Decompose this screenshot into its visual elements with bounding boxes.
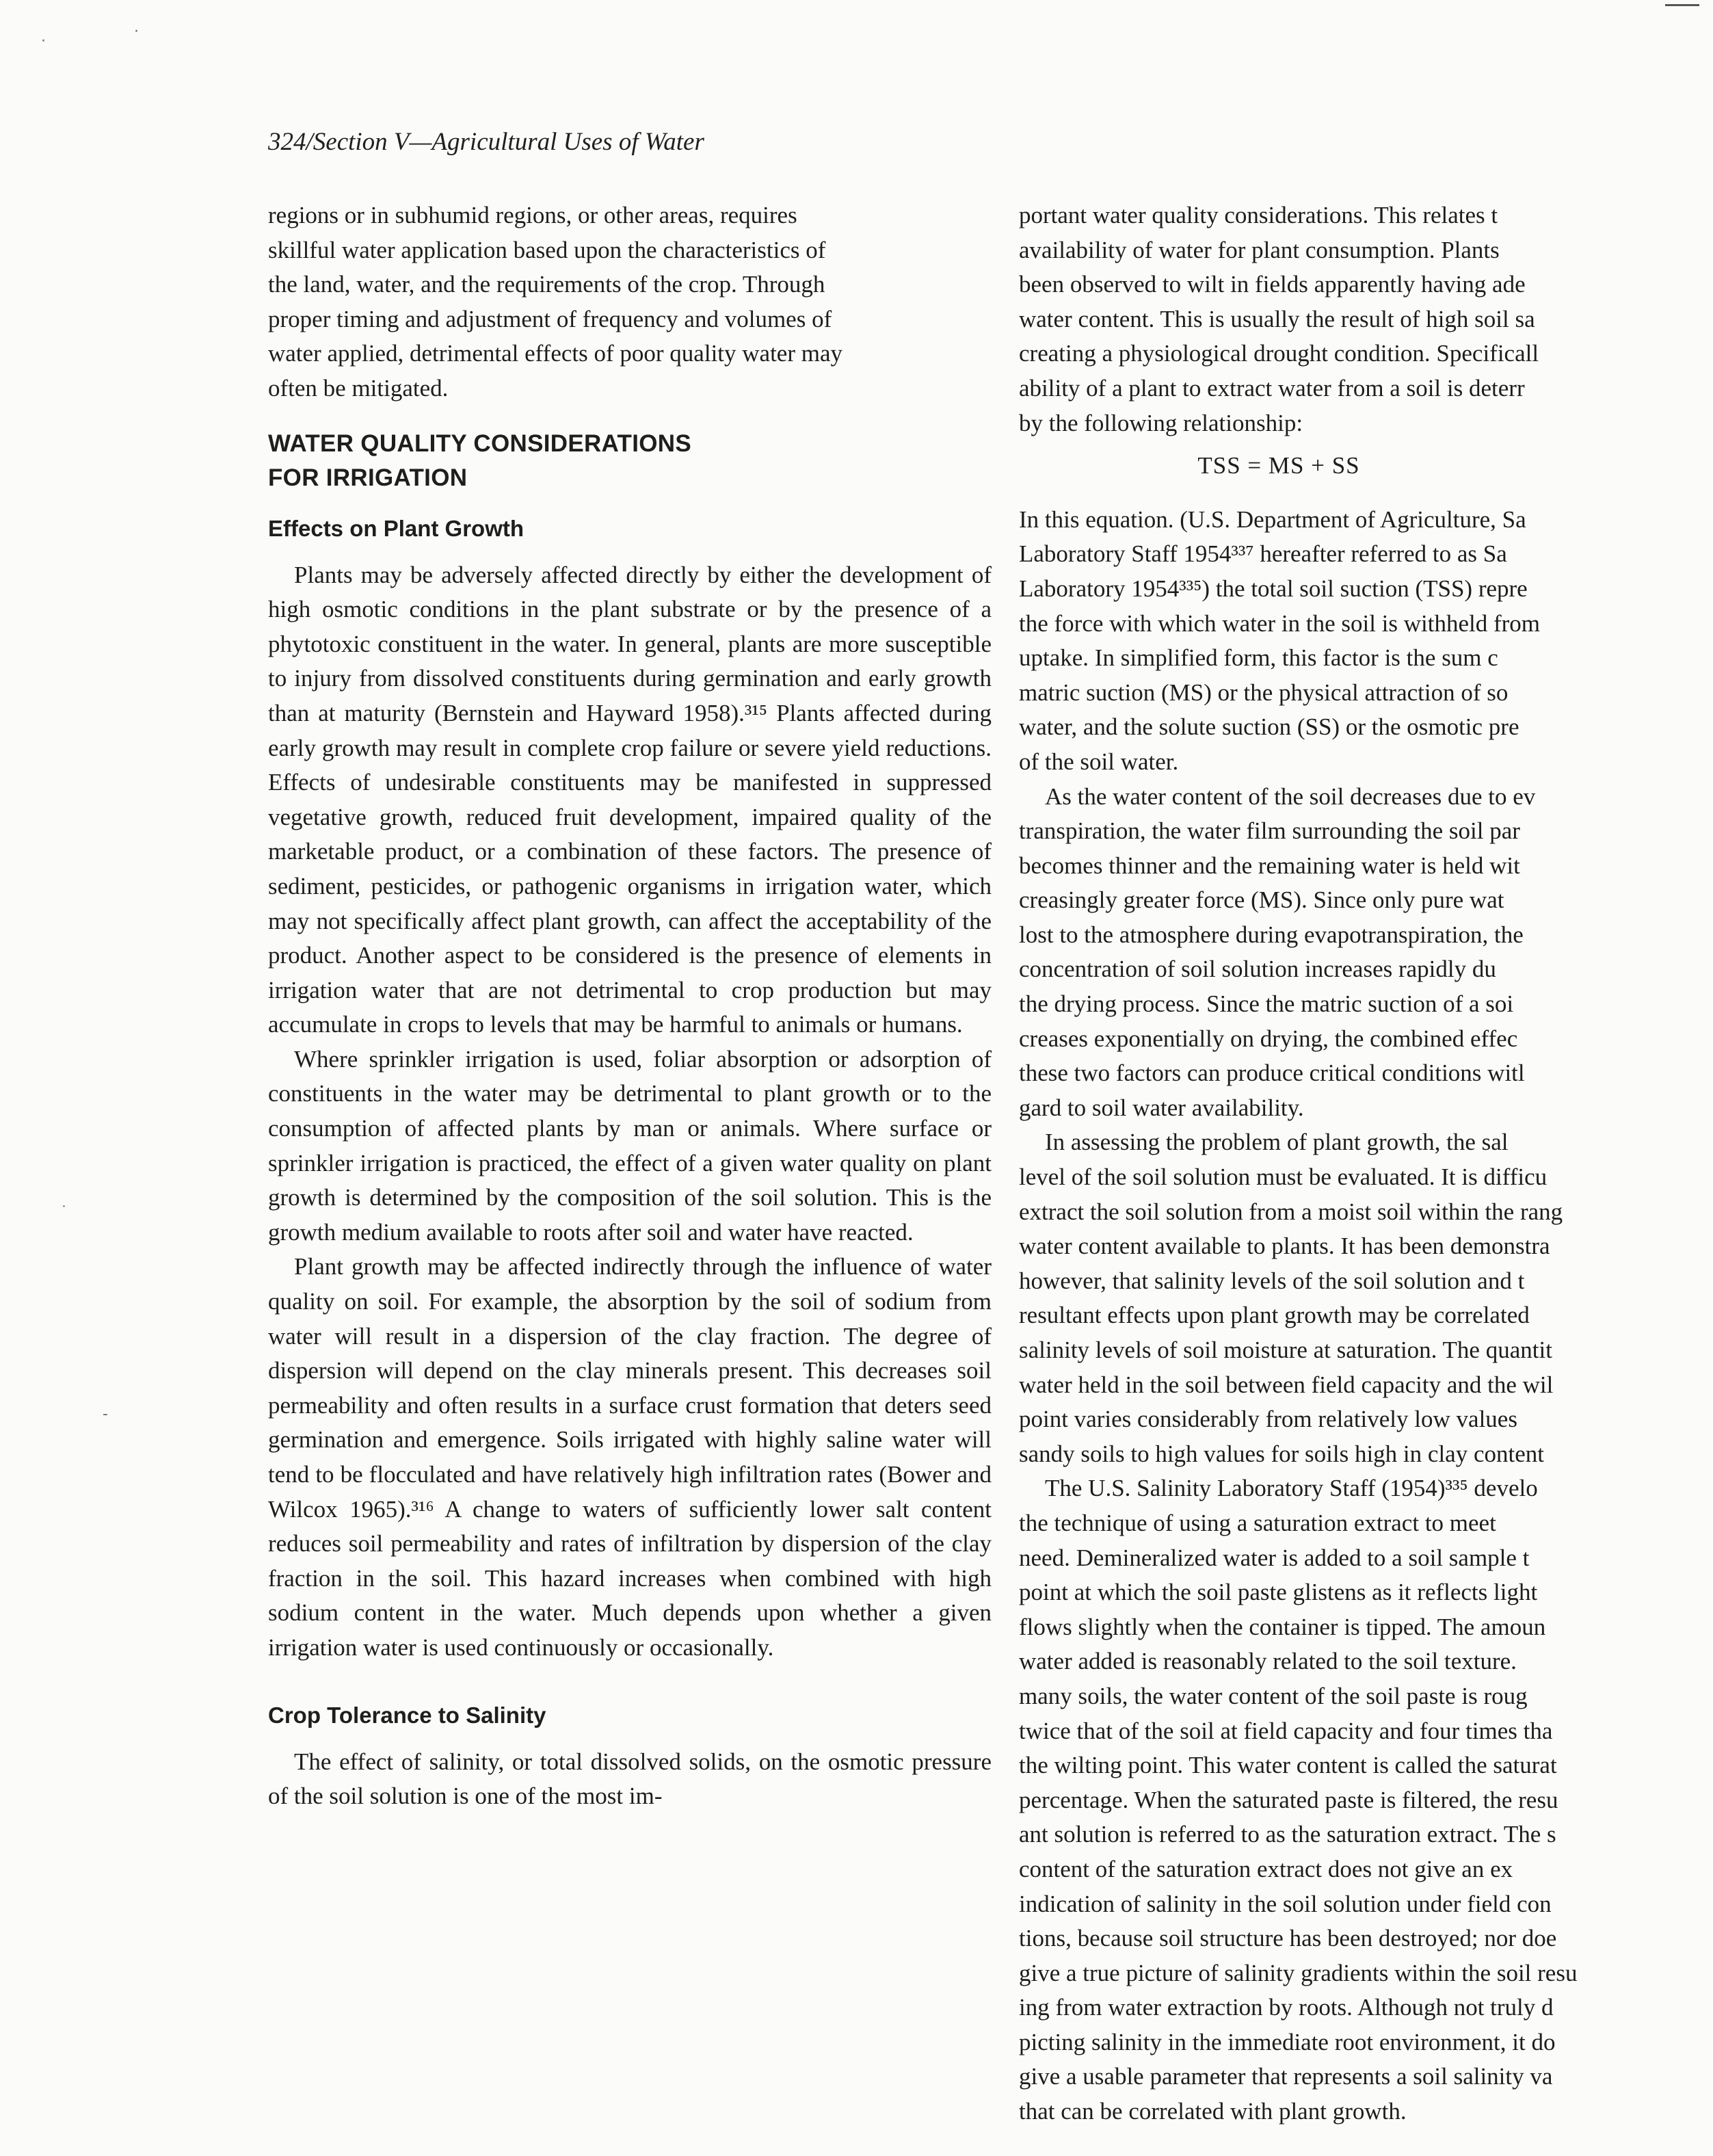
right-paragraph-5 xyxy=(1019,1471,1713,2129)
left-column xyxy=(268,198,992,1814)
text-line: point at which the soil paste glistens as it reflects light xyxy=(1019,1579,1538,1606)
text-line: lost to the atmosphere during evapotranspiration, the xyxy=(1019,921,1524,948)
text-line: by the following relationship: xyxy=(1019,409,1303,436)
text-line: proper timing and adjustment of frequency and volumes of xyxy=(268,305,832,332)
text-line: becomes thinner and the remaining water is held wit xyxy=(1019,852,1520,879)
text-line: creating a physiological drought condition. Specificall xyxy=(1019,340,1539,367)
right-paragraph-1 xyxy=(1019,198,1713,441)
text-line: the force with which water in the soil is withheld from xyxy=(1019,609,1541,637)
subsection-heading-crop-tolerance: Crop Tolerance to Salinity xyxy=(268,1702,546,1728)
text-line: water held in the soil between field capacity and the wil xyxy=(1019,1371,1554,1398)
body-paragraph: Plants may be adversely affected directly by either the development of high osmotic conditions in the plant substrate or by the presence of a phytotoxic constituent in the water. In general, plants are more susceptible to injury from dissolved constituents during germination and early growth than at maturity (Bernstein and Hayward 1958).³¹⁵ Plants affected during early growth may result in complete crop failure or severe yield reductions. Effects of undesirable constituents may be manifested in suppressed vegetative growth, reduced fruit development, impaired quality of the marketable product, or a combination of these factors. The presence of sediment, pesticides, or pathogenic organisms in irrigation water, which may not specifically affect plant growth, can affect the acceptability of the product. Another aspect to be considered is the presence of elements in irrigation water that are not detrimental to crop production but may accumulate in crops to levels that may be harmful to animals or humans. xyxy=(268,561,992,1038)
text-line: indication of salinity in the soil solution under field con xyxy=(1019,1890,1552,1917)
intro-paragraph xyxy=(268,198,992,406)
text-line: water applied, detrimental effects of poor quality water may xyxy=(268,340,842,367)
text-line: water content available to plants. It has been demonstra xyxy=(1019,1233,1550,1260)
text-line: many soils, the water content of the soil paste is roug xyxy=(1019,1682,1528,1709)
body-paragraph: Plant growth may be affected indirectly through the influence of water quality on soil. For example, the absorption by the soil of sodium from water will result in a dispersion of the clay fraction. The degree of dispersion will depend on the clay minerals present. This decreases soil permeability and often results in a surface crust formation that deters seed germination and emergence. Soils irrigated with highly saline water will tend to be flocculated and have relatively high infiltration rates (Bower and Wilcox 1965).³¹⁶ A change to waters of sufficiently lower salt content reduces soil permeability and rates of infiltration by dispersion of the clay fraction in the soil. This hazard increases when combined with high sodium content in the water. Much depends upon whether a given irrigation water is used continuously or occasionally. xyxy=(268,1253,992,1661)
text-line: gard to soil water availability. xyxy=(1019,1094,1304,1121)
text-line: extract the soil solution from a moist soil within the rang xyxy=(1019,1198,1563,1225)
text-line: availability of water for plant consumption. Plants xyxy=(1019,236,1500,263)
text-line: however, that salinity levels of the soil solution and t xyxy=(1019,1267,1525,1294)
text-line: ant solution is referred to as the saturation extract. The s xyxy=(1019,1821,1556,1848)
text-line: The U.S. Salinity Laboratory Staff (1954)³³⁵ develo xyxy=(1045,1475,1538,1502)
text-line: Laboratory 1954³³⁵) the total soil suction (TSS) repre xyxy=(1019,575,1528,602)
text-line: these two factors can produce critical conditions witl xyxy=(1019,1060,1525,1087)
text-line: level of the soil solution must be evaluated. It is difficu xyxy=(1019,1164,1548,1191)
page-edge-mark xyxy=(1665,4,1699,6)
text-line: content of the saturation extract does not give an ex xyxy=(1019,1855,1513,1882)
equation: TSS = MS + SS xyxy=(1197,452,1360,479)
text-line: percentage. When the saturated paste is filtered, the resu xyxy=(1019,1786,1558,1813)
text-line: flows slightly when the container is tipped. The amoun xyxy=(1019,1613,1546,1640)
right-paragraph-3 xyxy=(1019,780,1713,1126)
text-line: the technique of using a saturation extract to meet xyxy=(1019,1509,1496,1536)
scan-speck: ˙ xyxy=(60,1204,68,1221)
text-line: give a true picture of salinity gradients within the soil resu xyxy=(1019,1959,1578,1986)
text-line: portant water quality considerations. This relates t xyxy=(1019,202,1498,228)
text-line: water content. This is usually the result of high soil sa xyxy=(1019,305,1535,332)
body-paragraph: Where sprinkler irrigation is used, foliar absorption or adsorption of constituents in the water may be detrimental to plant growth or to the consumption of affected plants by man or animals. Where surface or sprinkler irrigation is practiced, the effect of a given water quality on plant growth is determined by the composition of the soil solution. This is the growth medium available to roots after soil and water have reacted. xyxy=(268,1045,992,1246)
text-line: In assessing the problem of plant growth, the sal xyxy=(1045,1129,1509,1156)
text-line: transpiration, the water film surrounding the soil par xyxy=(1019,817,1520,845)
text-line: point varies considerably from relatively low values xyxy=(1019,1406,1517,1433)
text-line: regions or in subhumid regions, or other areas, requires xyxy=(268,202,797,228)
text-line: matric suction (MS) or the physical attraction of so xyxy=(1019,679,1509,706)
scan-speck: · xyxy=(134,23,139,40)
text-line: of the soil water. xyxy=(1019,748,1179,775)
text-line: skillful water application based upon the characteristics of xyxy=(268,236,826,263)
text-line: need. Demineralized water is added to a soil sample t xyxy=(1019,1544,1530,1571)
text-line: water added is reasonably related to the soil texture. xyxy=(1019,1648,1517,1675)
text-line: concentration of soil solution increases rapidly du xyxy=(1019,956,1496,983)
text-line: water, and the solute suction (SS) or the osmotic pre xyxy=(1019,713,1519,741)
scan-speck: · xyxy=(41,33,46,50)
subsection-heading-effects: Effects on Plant Growth xyxy=(268,515,524,541)
text-line: ing from water extraction by roots. Although not truly d xyxy=(1019,1994,1554,2021)
text-line: resultant effects upon plant growth may be correlated xyxy=(1019,1302,1530,1329)
text-line: picting salinity in the immediate root environment, it do xyxy=(1019,2028,1556,2055)
text-line: the wilting point. This water content is called the saturat xyxy=(1019,1752,1557,1779)
text-line: As the water content of the soil decreases due to ev xyxy=(1045,783,1536,810)
text-line: In this equation. (U.S. Department of Agriculture, Sa xyxy=(1019,505,1526,533)
right-paragraph-4 xyxy=(1019,1125,1713,1471)
text-line: creases exponentially on drying, the combined effec xyxy=(1019,1025,1518,1052)
right-column xyxy=(1019,198,1713,2129)
section-heading-line: WATER QUALITY CONSIDERATIONS xyxy=(268,430,691,457)
text-line: twice that of the soil at field capacity and four times tha xyxy=(1019,1717,1553,1744)
text-line: sandy soils to high values for soils high in clay content xyxy=(1019,1440,1544,1467)
text-line: often be mitigated. xyxy=(268,374,449,402)
text-line: creasingly greater force (MS). Since only pure wat xyxy=(1019,886,1504,914)
text-line: been observed to wilt in fields apparently having ade xyxy=(1019,271,1526,298)
text-line: ability of a plant to extract water from a soil is deterr xyxy=(1019,374,1525,402)
text-line: the drying process. Since the matric suction of a soi xyxy=(1019,990,1514,1018)
body-paragraph: The effect of salinity, or total dissolved solids, on the osmotic pressure of the soil solution is one of the most im- xyxy=(268,1748,992,1810)
text-line: that can be correlated with plant growth. xyxy=(1019,2098,1407,2125)
text-line: the land, water, and the requirements of the crop. Through xyxy=(268,271,825,298)
scan-speck: - xyxy=(103,1406,108,1423)
text-line: uptake. In simplified form, this factor is the sum c xyxy=(1019,644,1498,672)
text-line: tions, because soil structure has been destroyed; nor doe xyxy=(1019,1925,1557,1952)
running-head: 324/Section V—Agricultural Uses of Water xyxy=(268,128,704,156)
text-line: salinity levels of soil moisture at saturation. The quantit xyxy=(1019,1337,1552,1363)
text-line: Laboratory Staff 1954³³⁷ hereafter referred to as Sa xyxy=(1019,540,1507,568)
section-heading xyxy=(268,427,992,495)
text-line: give a usable parameter that represents a soil salinity va xyxy=(1019,2063,1553,2090)
section-heading-line: FOR IRRIGATION xyxy=(268,464,468,491)
right-paragraph-2 xyxy=(1019,503,1713,780)
